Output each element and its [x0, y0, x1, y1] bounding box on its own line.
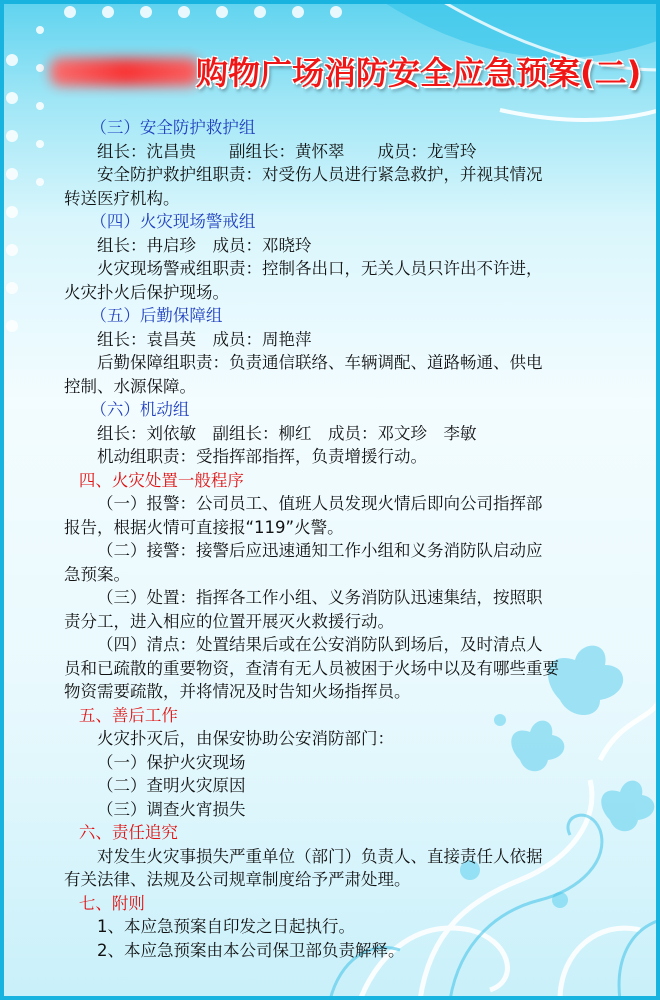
- text-line: 组长：沈昌贵 副组长：黄怀翠 成员：龙雪玲: [97, 141, 477, 161]
- text-line: 有关法律、法规及公司规章制度给予严肃处理。: [64, 870, 411, 889]
- text-line: 物资需要疏散，并将情况及时告知火场指挥员。: [64, 682, 411, 701]
- text-line: （三）处置：指挥各工作小组、义务消防队迅速集结，按照职: [97, 588, 543, 607]
- text-line: （二）接警：接警后应迅速通知工作小组和义务消防队启动应: [97, 541, 543, 560]
- poster-title: [36, 42, 642, 104]
- text-line: 火灾现场警戒组职责：控制各出口，无关人员只许出不许进，: [97, 259, 543, 278]
- page-title: 购物广场消防安全应急预案(二): [196, 54, 642, 92]
- text-line: 组长：刘依敏 副组长：柳红 成员：邓文珍 李敏: [97, 423, 477, 443]
- text-line: 火灾扑灭后，由保安协助公安消防部门：: [97, 729, 394, 748]
- text-line: 后勤保障组职责：负责通信联络、车辆调配、道路畅通、供电: [97, 353, 543, 372]
- text-line: 控制、水源保障。: [64, 376, 196, 396]
- text-line: 对发生火灾事损失严重单位（部门）负责人、直接责任人依据: [97, 846, 543, 866]
- text-line: （四）清点：处置结果后或在公安消防队到场后，及时清点人: [97, 635, 543, 654]
- section-heading: （六）机动组: [90, 400, 190, 419]
- text-line: 1、本应急预案自印发之日起执行。: [97, 917, 355, 936]
- text-line: 2、本应急预案由本公司保卫部负责解释。: [97, 940, 405, 960]
- section-heading: （五）后勤保障组: [90, 306, 223, 325]
- text-line: 报告，根据火情可直接报“119”火警。: [64, 517, 344, 537]
- text-line: 转送医疗机构。: [64, 188, 180, 208]
- text-line: 责分工，进入相应的位置开展灭火救援行动。: [64, 611, 394, 631]
- section-heading: 五、善后工作: [78, 705, 178, 725]
- section-heading: 六、责任追究: [78, 823, 178, 842]
- text-line: 机动组职责：受指挥部指挥，负责增援行动。: [97, 447, 427, 466]
- blurred-company-name: [50, 58, 200, 86]
- section-heading: （三）安全防护救护组: [90, 118, 256, 137]
- text-line: 急预案。: [64, 564, 130, 584]
- section-heading: 四、火灾处置一般程序: [78, 470, 244, 490]
- text-line: 组长：冉启珍 成员：邓晓玲: [97, 235, 312, 255]
- text-line: （一）保护火灾现场: [97, 752, 246, 772]
- text-line: 员和已疏散的重要物资，查清有无人员被困于火场中以及有哪些重要: [64, 658, 559, 678]
- text-line: （一）报警：公司员工、值班人员发现火情后即向公司指挥部: [97, 494, 543, 513]
- text-line: 组长：袁昌英 成员：周艳萍: [97, 329, 312, 349]
- text-line: 安全防护救护组职责：对受伤人员进行紧急救护，并视其情况: [97, 165, 543, 184]
- section-heading: 七、附则: [78, 893, 145, 913]
- text-line: （三）调查火宵损失: [97, 799, 246, 819]
- document-body: [64, 116, 624, 962]
- section-heading: （四）火灾现场警戒组: [90, 212, 256, 231]
- text-line: 火灾扑火后保护现场。: [64, 282, 229, 302]
- text-line: （二）查明火灾原因: [97, 776, 246, 795]
